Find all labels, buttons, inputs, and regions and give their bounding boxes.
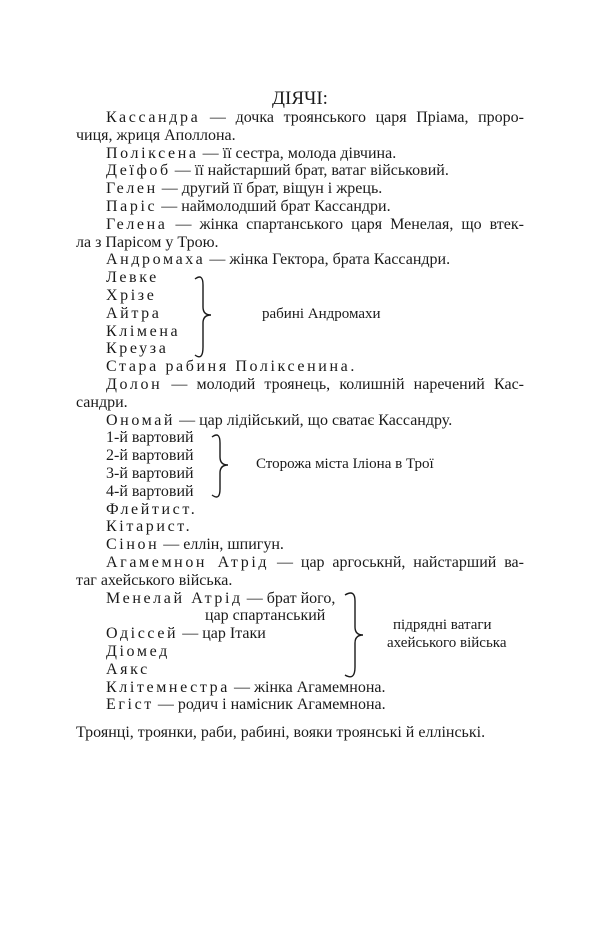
character-name: 2-й вартовий xyxy=(106,447,194,465)
cast-line xyxy=(76,323,524,341)
cast-line xyxy=(76,127,524,145)
character-name: Кассандра xyxy=(106,109,201,126)
character-name: Клімена xyxy=(106,322,181,340)
cast-line xyxy=(76,429,524,447)
cast-line xyxy=(76,394,524,412)
cast-line xyxy=(76,501,524,519)
group-label-achaean-leaders-line2: ахейського війська xyxy=(387,635,507,651)
character-name: Ономай xyxy=(106,411,176,429)
cast-line xyxy=(76,269,524,287)
cast-line xyxy=(76,696,524,714)
cast-line xyxy=(76,412,524,430)
character-name: Аякс xyxy=(106,660,150,678)
character-description: — цар Ітаки xyxy=(178,625,266,643)
character-name: Левке xyxy=(106,269,159,287)
character-description: — цар аргоськнй, найстарший ва- xyxy=(269,553,524,571)
character-name: Менелай Атрід xyxy=(106,589,243,607)
character-name: Агамемнон Атрід xyxy=(106,553,270,571)
character-name: Долон xyxy=(106,375,163,393)
cast-line xyxy=(76,536,524,554)
character-name: Андромаха xyxy=(106,251,206,269)
character-description: — брат його, xyxy=(242,589,336,607)
character-name: 1-й вартовий xyxy=(106,429,194,447)
character-name: Одіссей xyxy=(106,625,179,643)
character-name: Деїфоб xyxy=(106,162,171,180)
cast-line xyxy=(76,216,524,234)
cast-line xyxy=(76,661,524,679)
character-name: Флейтист. xyxy=(106,500,198,518)
brace-icon xyxy=(195,275,215,359)
cast-line xyxy=(76,518,524,536)
cast-line xyxy=(76,234,524,252)
cast-line xyxy=(76,358,524,376)
cast-line xyxy=(76,287,524,305)
character-name: Сінон xyxy=(106,536,160,554)
character-name: Айтра xyxy=(106,304,162,322)
character-name: Стара рабиня Поліксенина. xyxy=(106,358,357,376)
cast-line xyxy=(76,376,524,394)
closing-line: Троянці, троянки, раби, рабині, вояки троянські й еллінські. xyxy=(76,724,486,741)
cast-line xyxy=(76,590,524,608)
character-description: — другий її брат, віщун і жрець. xyxy=(157,180,383,198)
cast-line xyxy=(76,109,524,127)
character-name: 3-й вартовий xyxy=(106,464,194,482)
cast-line xyxy=(76,554,524,572)
character-description: — молодий троянець, колишній наречений Кас- xyxy=(162,375,524,393)
cast-line xyxy=(76,251,524,269)
character-description: — родич і намісник Агамемнона. xyxy=(153,696,386,714)
character-name: Поліксена xyxy=(106,144,199,162)
description-continuation: чиця, жриця Аполлона. xyxy=(76,126,236,144)
character-description: — її сестра, молода дівчина. xyxy=(198,144,397,162)
cast-line xyxy=(76,162,524,180)
character-description: — цар лідійський, що сватає Кассандру. xyxy=(175,411,453,429)
character-name: Егіст xyxy=(106,696,154,714)
character-name: Клітемнестра xyxy=(106,678,230,696)
cast-line xyxy=(76,340,524,358)
cast-line xyxy=(76,198,524,216)
character-description: — жінка Гектора, брата Кассандри. xyxy=(205,251,451,269)
description-continuation: таг ахейського війська. xyxy=(76,571,233,589)
cast-line xyxy=(76,145,524,163)
page-title: ДІЯЧІ: xyxy=(272,88,328,109)
character-description: — жінка спартанського царя Менелая, що втек- xyxy=(167,215,524,233)
group-label-guards: Сторожа міста Іліона в Трої xyxy=(256,456,434,472)
character-name: Хрізе xyxy=(106,286,157,304)
character-name: Паріс xyxy=(106,197,158,215)
character-name: Діомед xyxy=(106,642,170,660)
description-continuation: сандри. xyxy=(76,393,128,411)
character-description: — еллін, шпигун. xyxy=(159,536,284,554)
cast-line xyxy=(76,679,524,697)
cast-line xyxy=(76,180,524,198)
cast-line xyxy=(76,572,524,590)
group-label-achaean-leaders-line1: підрядні ватаги xyxy=(393,617,492,633)
character-name: 4-й вартовий xyxy=(106,482,194,500)
character-name: Гелена xyxy=(106,215,168,233)
character-name: Креуза xyxy=(106,340,169,358)
brace-icon xyxy=(345,591,367,679)
character-description: — наймолодший брат Кассандри. xyxy=(157,197,391,215)
character-name: Гелен xyxy=(106,180,158,198)
character-description: — дочка троянського царя Пріама, проро- xyxy=(200,109,524,126)
character-name: цар спартанський xyxy=(205,607,326,625)
brace-icon xyxy=(212,433,232,499)
character-description: — жінка Агамемнона. xyxy=(229,678,386,696)
description-continuation: ла з Парісом у Трою. xyxy=(76,233,219,251)
character-name: Кітарист. xyxy=(106,518,193,536)
character-description: — її найстарший брат, ватаг військовий. xyxy=(170,162,449,180)
cast-line xyxy=(76,483,524,501)
group-label-andromache-slaves: рабині Андромахи xyxy=(262,306,381,322)
